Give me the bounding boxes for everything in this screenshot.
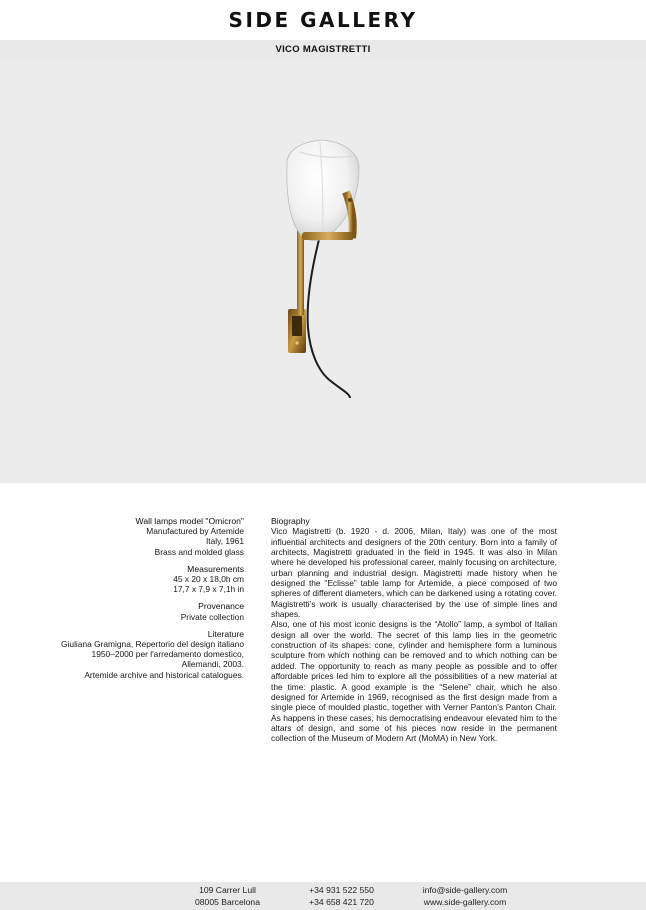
provenance-block (20, 601, 244, 621)
address-line: 109 Carrer Lull (199, 885, 256, 895)
object-title: Wall lamps model "Omicron" (135, 516, 244, 526)
materials: Brass and molded glass (154, 546, 244, 557)
measurements-heading: Measurements (187, 563, 244, 574)
manufacturer: Manufactured by Artemide (146, 526, 244, 537)
measurements-cm: 45 x 20 x 18,0h cm (173, 574, 244, 585)
literature-block (20, 629, 244, 680)
designer-name-bar (0, 40, 646, 60)
object-info (20, 516, 244, 557)
artwork-details (20, 516, 244, 687)
phone-number[interactable]: +34 931 522 550 (309, 885, 374, 895)
phone-number[interactable]: +34 658 421 720 (309, 896, 374, 907)
measurements-in: 17,7 x 7,9 x 7,1h in (173, 584, 244, 595)
origin: Italy, 1961 (205, 536, 244, 547)
address-line: 08005 Barcelona (195, 896, 260, 907)
biography-paragraph: Also, one of his most iconic designs is the “Atollo” lamp, a symbol of Italian design all over the world. The secret of this lamp lies in the geometric construction of its shapes: cone, cylinder and hemisphere form a luminous sculpture from which nothing can be removed and to which nothing can be added. The opportunity to reach as many people as possible and to offer affordable prices led him to explore all the possibilities of a new material at the time: plastic. A good example is the “Selene” chair, which he also designed for Artemide in 1969, recognised as the first design made from a single piece of moulded plastic, together with Verner Panton’s Panton Chair. As happens in these cases, his democratising endeavour elevated him to the altars of design, and some of his pieces now reside in the permanent collection of the Museum of Modern Art (MoMA) in New York. (271, 619, 557, 744)
gallery-logo: SIDE GALLERY (228, 8, 418, 32)
wall-lamp-image (0, 60, 646, 483)
literature-line: Artemide archive and historical catalogues. (84, 669, 244, 680)
provenance-heading: Provenance (198, 601, 244, 612)
biography-heading: Biography (271, 516, 310, 526)
product-photo (0, 60, 646, 483)
literature-line: Allemandi, 2003. (181, 659, 244, 670)
literature-line: Giuliana Gramigna, Repertorio del design italiano (61, 639, 244, 650)
provenance-text: Private collection (180, 611, 244, 622)
measurements-block (20, 564, 244, 595)
footer-contact (410, 885, 520, 908)
footer-phones (294, 885, 389, 908)
footer (0, 882, 646, 910)
biography-section (271, 516, 557, 744)
designer-name: VICO MAGISTRETTI (275, 44, 371, 55)
literature-line: 1950–2000 per l'arredamento domestico, (91, 649, 244, 660)
website-link[interactable]: www.side-gallery.com (423, 896, 507, 907)
literature-heading: Literature (207, 628, 244, 639)
email-link[interactable]: info@side-gallery.com (422, 885, 508, 895)
footer-address (180, 885, 275, 908)
biography-paragraph: Vico Magistretti (b. 1920 - d. 2006, Milan, Italy) was one of the most influential architects and designers of the 20th century. Born into a family of architects, Magistretti graduated in the field in 1945. It was also in Milan where he developed his professional career, mainly focusing on architecture, urban planning and industrial design. Magistretti made history when he designed the “Eclisse” table lamp for Artemide, a piece composed of two spheres of different diameters, which can be darkened using a rotating cover. Magistretti’s work is usually characterised by the use of simple lines and shapes. (271, 526, 557, 620)
